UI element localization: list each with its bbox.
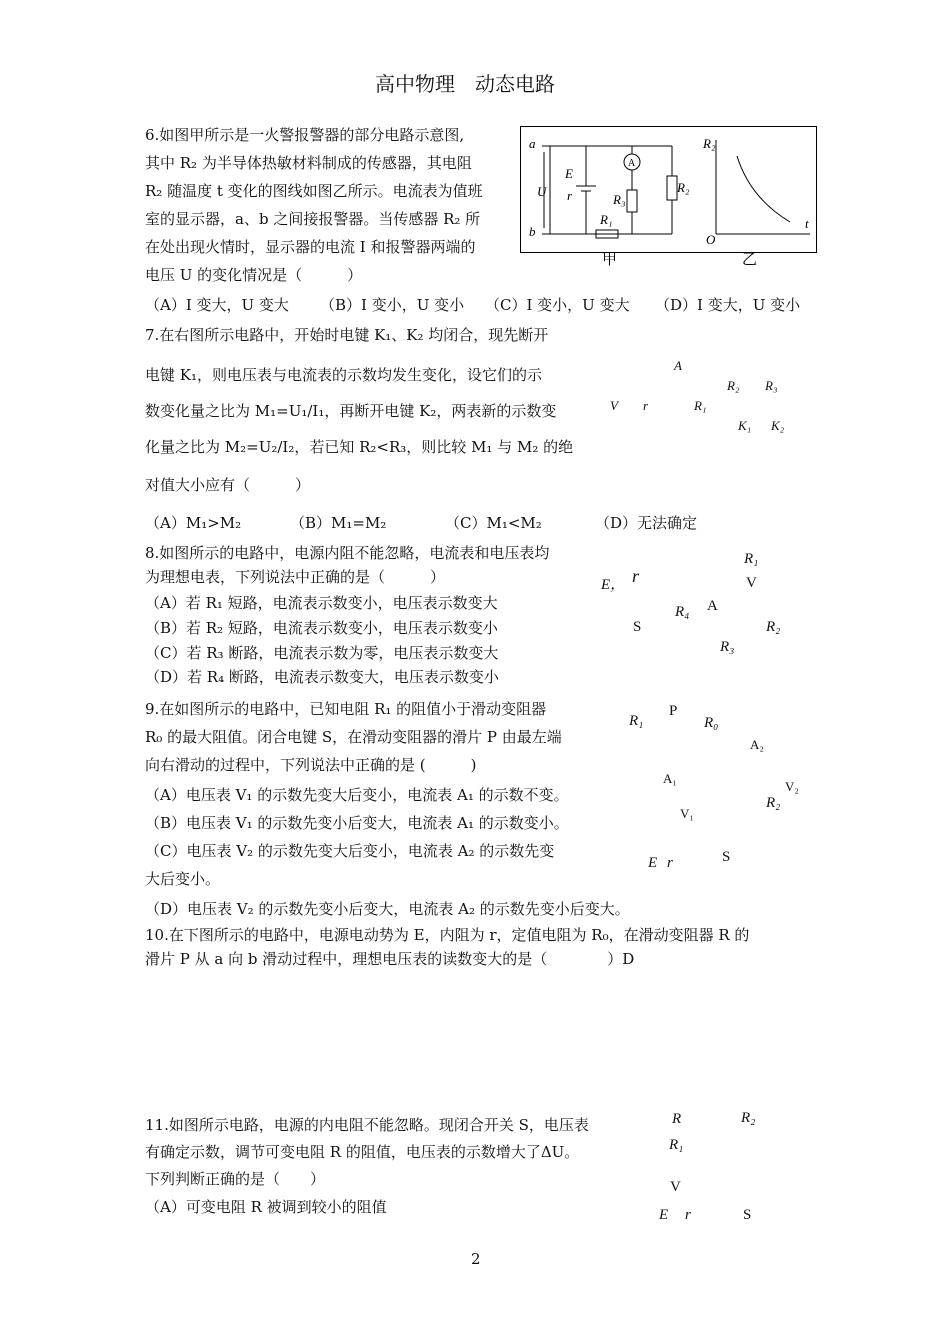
q9-label-V1: V₁ [680,806,694,821]
q6-caption-yi: 乙 [742,252,758,268]
q6-line-5: 在处出现火情时，显示器的电流 I 和报警器两端的 [145,238,476,256]
q7-line-1: 7.在右图所示电路中，开始时电键 K₁、K₂ 均闭合，现先断开 [145,326,549,344]
q6-label-E: E [565,166,573,181]
q8-label-R2: R₂ [766,619,781,635]
q9-label-S: S [722,849,731,865]
q8-label-S: S [633,619,642,635]
q9-label-A2: A₂ [750,737,764,752]
q9-option-b: （B）电压表 V₁ 的示数先变小后变大，电流表 A₁ 的示数变小。 [145,814,569,832]
q6-line-2: 其中 R₂ 为半导体热敏材料制成的传感器，其电阻 [145,154,472,172]
q11-label-R1: R₁ [669,1137,684,1153]
q6-line-4: 室的显示器，a、b 之间接报警器。当传感器 R₂ 所 [145,210,481,228]
page-title: 高中物理 动态电路 [375,72,555,96]
q7-line-5: 对值大小应有（ ） [145,476,311,494]
q6-label-ammeter: A [628,158,636,169]
q6-line-3: R₂ 随温度 t 变化的图线如图乙所示。电流表为值班 [145,182,483,200]
q8-label-V: V [746,575,757,591]
q9-line-3: 向右滑动的过程中，下列说法中正确的是 ( ) [145,756,477,774]
q8-label-E: E， [601,577,626,593]
q8-option-b: （B）若 R₂ 短路，电流表示数变小，电压表示数变小 [145,619,498,637]
q9-line-1: 9.在如图所示的电路中，已知电阻 R₁ 的阻值小于滑动变阻器 [145,700,547,718]
q7-option-b: （B）M₁=M₂ [290,514,387,532]
q6-label-R3: R₃ [613,192,626,207]
q6-graph-xlabel: t [805,216,809,231]
q6-line-1: 6.如图甲所示是一火警报警器的部分电路示意图, [145,126,465,144]
q6-graph-yi [716,140,810,234]
q11-label-S: S [743,1207,752,1223]
q10-line-2: 滑片 P 从 a 向 b 滑动过程中，理想电压表的读数变大的是（ ）D [145,950,635,968]
q11-label-E: E [659,1207,669,1223]
q10-line-1: 10.在下图所示的电路中，电源电动势为 E，内阻为 r，定值电阻为 R₀，在滑动变阻器 R 的 [145,926,750,944]
q9-option-d: （D）电压表 V₂ 的示数先变小后变大，电流表 A₂ 的示数先变小后变大。 [145,900,630,918]
q8-option-a: （A）若 R₁ 短路，电流表示数变小，电压表示数变大 [145,594,498,612]
q8-label-R1: R₁ [744,551,759,567]
q9-label-A1: A₁ [663,771,677,786]
q9-label-R0: R₀ [704,715,719,731]
q9-label-P: P [669,703,678,719]
q9-line-2: R₀ 的最大阻值。闭合电键 S，在滑动变阻器的滑片 P 由最左端 [145,728,562,746]
q6-figure [520,126,820,276]
q8-option-c: （C）若 R₃ 断路，电流表示数为零，电压表示数变大 [145,644,499,662]
q7-option-d: （D）无法确定 [595,514,698,532]
q8-label-R3: R₃ [720,639,735,655]
q9-label-r: r [667,855,673,871]
q6-graph-origin: O [706,232,716,247]
q7-line-2: 电键 K₁，则电压表与电流表的示数均发生变化，设它们的示 [145,366,542,384]
q6-label-R2: R₂ [677,180,690,195]
q6-option-b: （B）I 变小，U 变小 [320,296,465,314]
q7-line-3: 数变化量之比为 M₁=U₁/I₁，再断开电键 K₂，两表新的示数变 [145,402,557,420]
q7-label-K1: K₁ [738,418,752,433]
q11-label-R: R [672,1111,682,1127]
q11-line-1: 11.如图所示电路，电源的内电阻不能忽略。现闭合开关 S，电压表 [145,1116,589,1134]
q7-option-a: （A）M₁>M₂ [145,514,242,532]
q7-label-R1: R₁ [694,398,707,413]
q8-label-R4: R₄ [675,604,690,620]
q6-option-a: （A）I 变大，U 变大 [145,296,289,314]
q9-label-R2: R₂ [766,795,781,811]
q8-line-1: 8.如图所示的电路中，电源内阻不能忽略，电流表和电压表均 [145,544,550,562]
q7-label-r: r [643,398,649,413]
q7-option-c: （C）M₁<M₂ [445,514,542,532]
q9-option-c: （C）电压表 V₂ 的示数先变大后变小，电流表 A₂ 的示数先变 [145,842,555,860]
q11-option-a: （A）可变电阻 R 被调到较小的阻值 [145,1198,387,1216]
q6-option-c: （C）I 变小，U 变大 [485,296,630,314]
q11-label-V: V [670,1179,681,1195]
q6-graph-ylabel: R₂ [703,136,716,151]
q9-label-V2: V₂ [785,779,799,794]
q9-option-c-cont: 大后变小。 [145,870,221,888]
q7-label-A: A [674,358,682,373]
q7-label-V: V [610,398,618,413]
q6-label-R1: R₁ [600,212,613,227]
q7-label-R2: R₂ [727,378,740,393]
q6-label-b: b [529,224,536,239]
q8-option-d: （D）若 R₄ 断路，电流表示数变大，电压表示数变小 [145,668,499,686]
q11-line-3: 下列判断正确的是（ ） [145,1170,326,1188]
q6-caption-jia: 甲 [602,252,618,268]
q8-line-2: 为理想电表，下列说法中正确的是（ ） [145,568,446,586]
q11-line-2: 有确定示数，调节可变电阻 R 的阻值，电压表的示数增大了ΔU。 [145,1143,580,1161]
page-number: 2 [471,1250,481,1268]
q6-line-6: 电压 U 的变化情况是（ ） [145,266,363,284]
q11-label-R2: R₂ [741,1110,756,1126]
q8-label-A: A [707,598,718,614]
q9-label-R1: R₁ [629,713,644,729]
q7-label-K2: K₂ [771,418,785,433]
q8-label-r: r [632,566,640,586]
q7-label-R3: R₃ [765,378,778,393]
q7-line-4: 化量之比为 M₂=U₂/I₂，若已知 R₂<R₃，则比较 M₁ 与 M₂ 的绝 [145,438,574,456]
q9-option-a: （A）电压表 V₁ 的示数先变大后变小，电流表 A₁ 的示数不变。 [145,786,569,804]
q6-option-d: （D）I 变大，U 变小 [655,296,801,314]
q6-label-r: r [567,188,573,203]
q9-label-E: E [648,855,658,871]
q11-label-r: r [685,1207,691,1223]
q6-label-a: a [529,136,536,151]
q6-label-U: U [537,184,547,199]
